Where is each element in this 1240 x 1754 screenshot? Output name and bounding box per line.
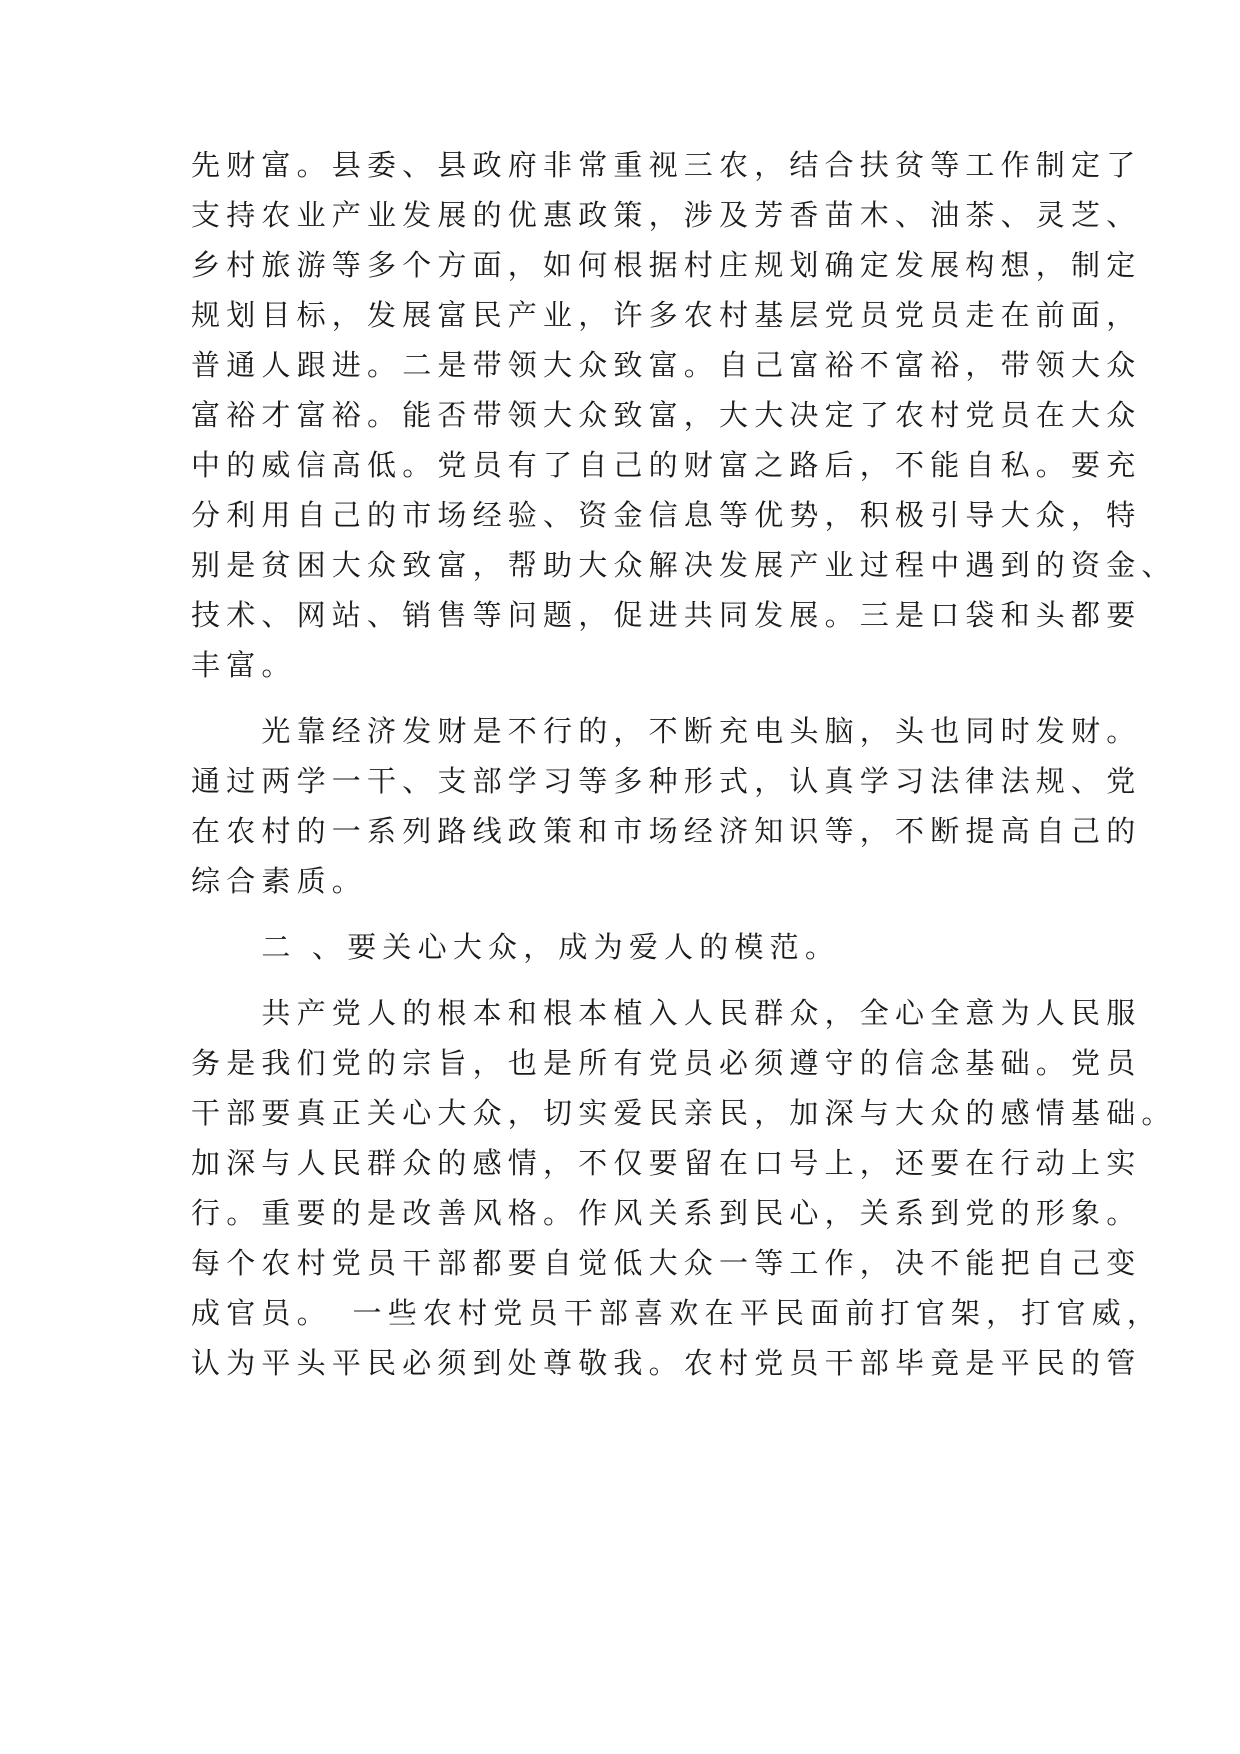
text-line: 乡村旅游等多个方面，如何根据村庄规划确定发展构想，制定 — [191, 248, 1142, 282]
paragraph-first-line: 光靠经济发财是不行的，不断充电头脑，头也同时发财。 — [191, 714, 1142, 748]
text-line: 认为平头平民必须到处尊敬我。农村党员干部毕竟是平民的管 — [191, 1346, 1142, 1380]
body-text — [191, 140, 1177, 1388]
text-line: 务是我们党的宗旨，也是所有党员必须遵守的信念基础。党员 — [191, 1046, 1142, 1080]
text-line: 每个农村党员干部都要自觉低大众一等工作，决不能把自己变 — [191, 1246, 1142, 1280]
text-line: 分利用自己的市场经验、资金信息等优势，积极引导大众，特 — [191, 498, 1142, 532]
text-line: 中的威信高低。党员有了自己的财富之路后，不能自私。要充 — [191, 448, 1142, 482]
text-line: 别是贫困大众致富，帮助大众解决发展产业过程中遇到的资金、 — [191, 548, 1177, 582]
text-line: 富裕才富裕。能否带领大众致富，大大决定了农村党员在大众 — [191, 398, 1142, 432]
text-line: 规划目标，发展富民产业，许多农村基层党员党员走在前面， — [191, 298, 1142, 332]
text-line: 成官员。 一些农村党员干部喜欢在平民面前打官架，打官威， — [191, 1296, 1163, 1330]
text-line: 支持农业产业发展的优惠政策，涉及芳香苗木、油茶、灵芝、 — [191, 198, 1142, 232]
text-line: 行。重要的是改善风格。作风关系到民心，关系到党的形象。 — [191, 1196, 1142, 1230]
paragraph-first-line: 共产党人的根本和根本植入人民群众，全心全意为人民服 — [191, 996, 1142, 1030]
text-line: 技术、网站、销售等问题，促进共同发展。三是口袋和头都要 — [191, 598, 1142, 632]
text-line: 通过两学一干、支部学习等多种形式，认真学习法律法规、党 — [191, 764, 1142, 798]
text-line: 先财富。县委、县政府非常重视三农，结合扶贫等工作制定了 — [191, 148, 1142, 182]
text-line: 丰富。 — [191, 648, 297, 682]
text-line: 干部要真正关心大众，切实爱民亲民，加深与大众的感情基础。 — [191, 1096, 1177, 1130]
text-line: 综合素质。 — [191, 864, 368, 898]
text-line: 在农村的一系列路线政策和市场经济知识等，不断提高自己的 — [191, 814, 1142, 848]
text-line: 加深与人民群众的感情，不仅要留在口号上，还要在行动上实 — [191, 1146, 1142, 1180]
section-heading: 二 、要关心大众，成为爱人的模范。 — [191, 930, 841, 964]
text-line: 普通人跟进。二是带领大众致富。自己富裕不富裕，带领大众 — [191, 348, 1142, 382]
